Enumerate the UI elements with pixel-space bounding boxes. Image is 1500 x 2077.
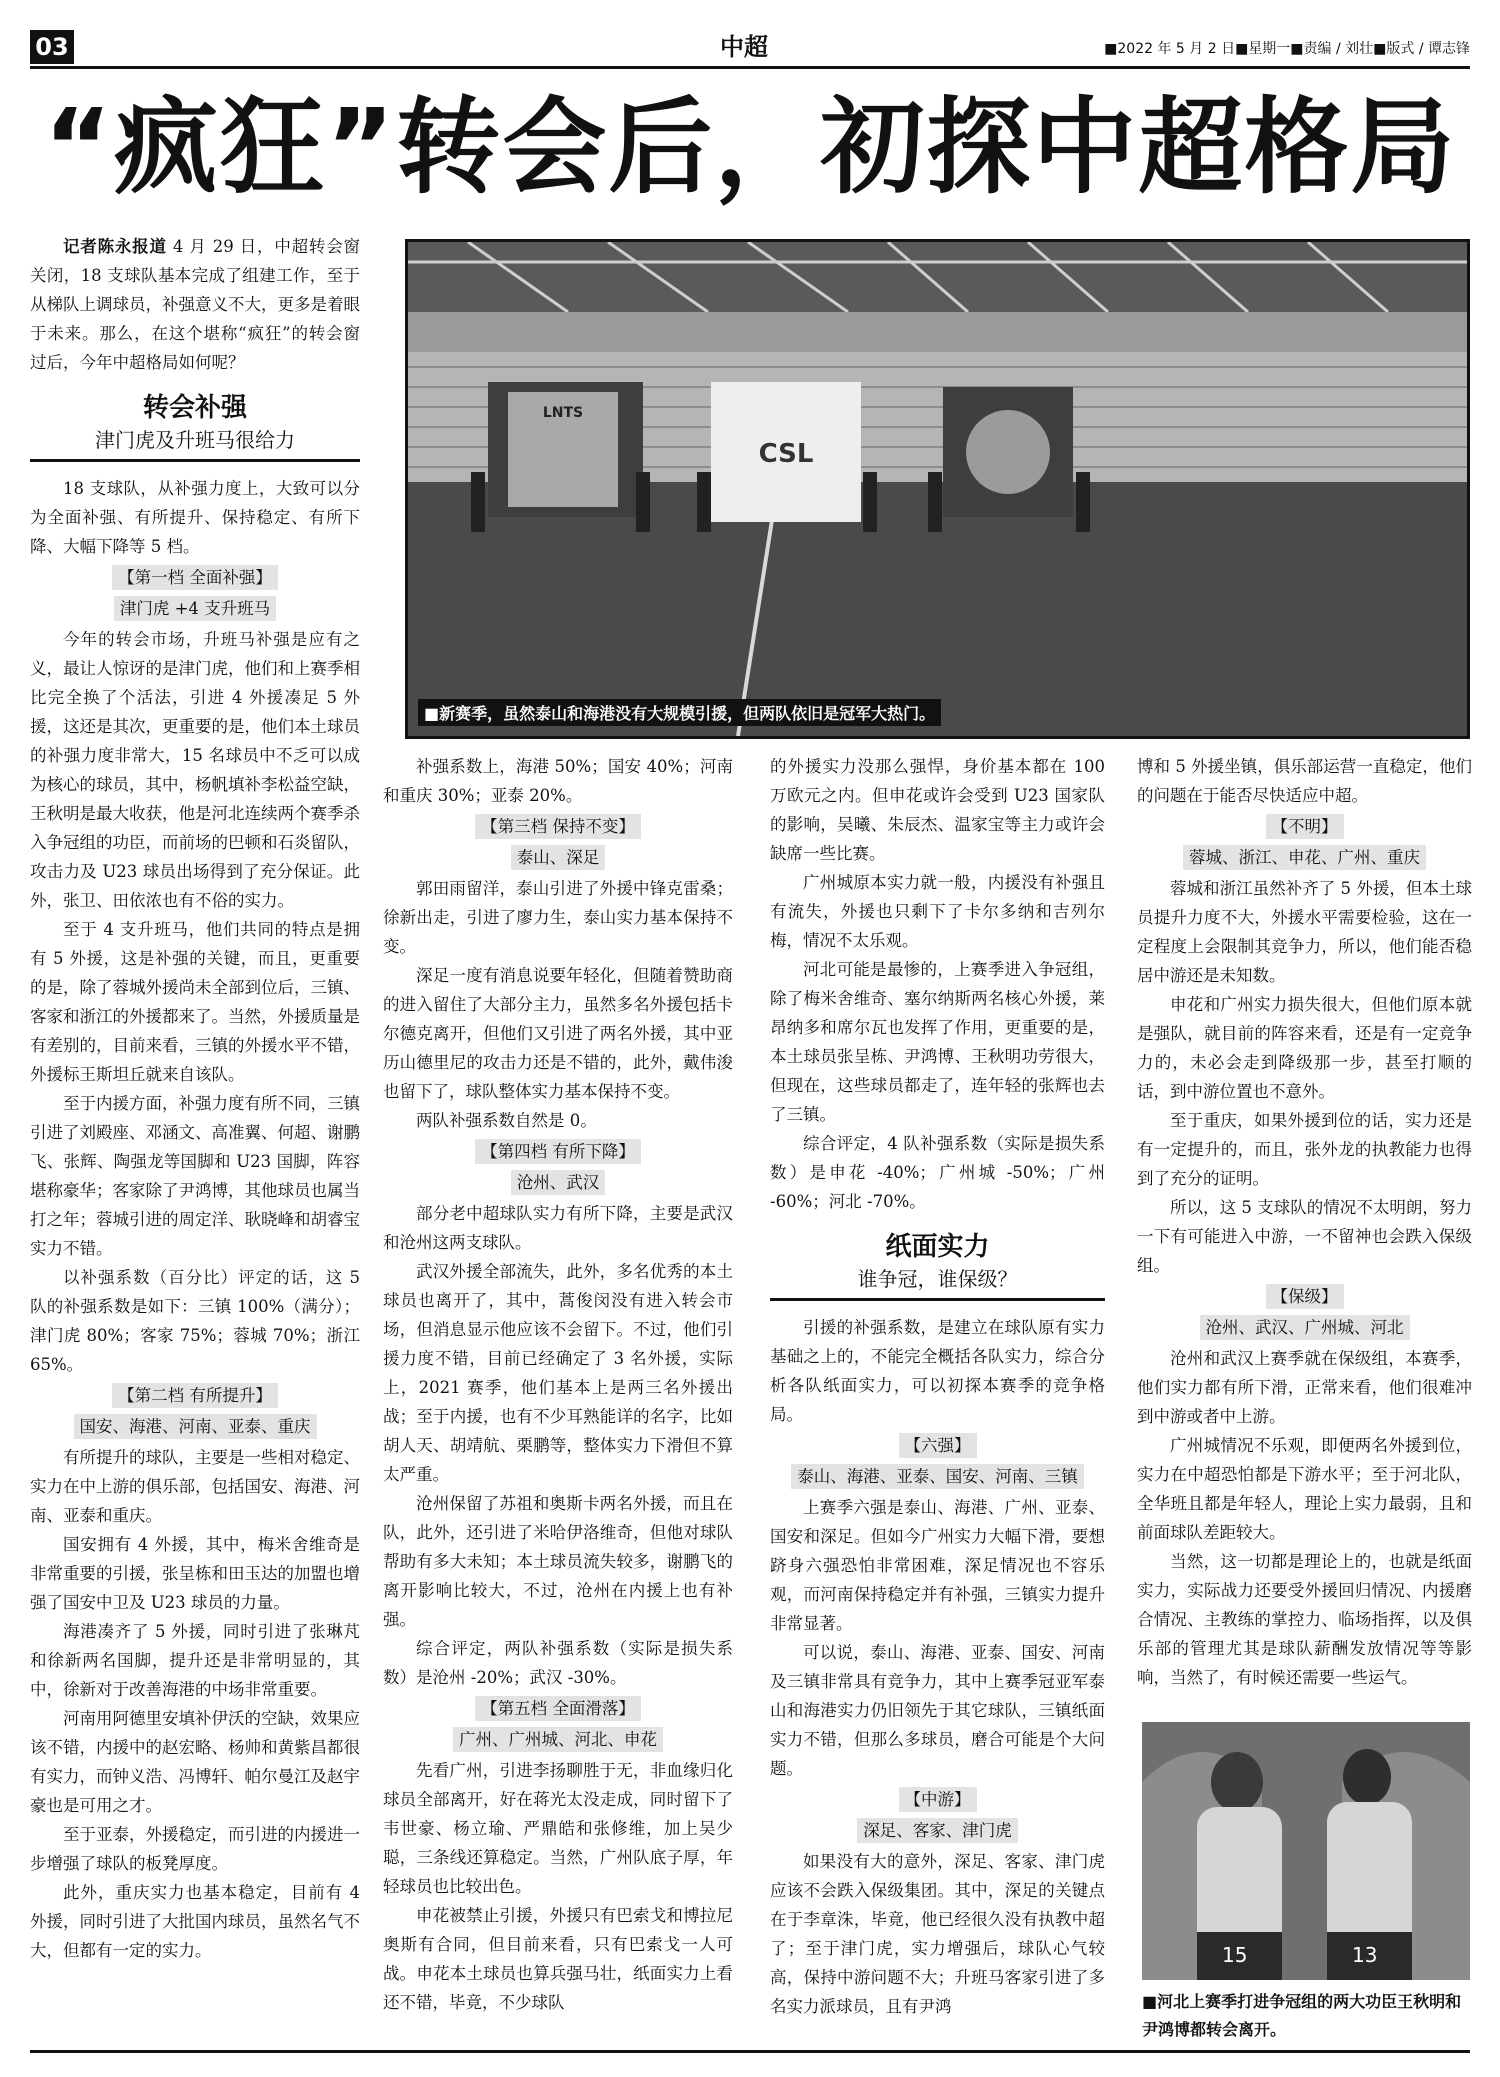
tier-teams: 津门虎 +4 支升班马 — [30, 594, 360, 623]
paragraph: 引援的补强系数，是建立在球队原有实力基础之上的，不能完全概括各队实力，综合分析各队纸面实力，可以初探本赛季的竞争格局。 — [770, 1318, 1105, 1424]
paragraph: 沧州保留了苏祖和奥斯卡两名外援，而且在队，此外，还引进了米哈伊洛维奇，但他对球队帮助有多大未知；本土球员流失较多，谢鹏飞的离开影响比较大，不过，沧州在内援上也有补强。 — [383, 1494, 733, 1629]
photo-caption: ■新赛季，虽然泰山和海港没有大规模引援，但两队依旧是冠军大热门。 — [418, 699, 941, 726]
section-subtitle: 津门虎及升班马很给力 — [30, 425, 360, 462]
paragraph: 国安拥有 4 外援，其中，梅米舍维奇是非常重要的引援，张呈栋和田玉达的加盟也增强了国安中卫及 U23 球员的力量。 — [30, 1535, 360, 1612]
paragraph: 至于重庆，如果外援到位的话，实力还是有一定提升的，而且，张外龙的执教能力也得到了充分的证明。 — [1137, 1111, 1472, 1188]
paragraph: 上赛季六强是泰山、海港、广州、亚泰、国安和深足。但如今广州实力大幅下滑，要想跻身六强恐怕非常困难，深足情况也不容乐观，而河南保持稳定并有补强，三镇实力提升非常显著。 — [770, 1498, 1105, 1633]
stadium-illustration — [408, 242, 1467, 736]
section-title: 纸面实力 — [885, 1232, 990, 1262]
stadium-photo — [405, 239, 1470, 739]
paragraph: 有所提升的球队，主要是一些相对稳定、实力在中上游的俱乐部，包括国安、海港、河南、亚泰和重庆。 — [30, 1448, 360, 1525]
paragraph: 当然，这一切都是理论上的，也就是纸面实力，实际战力还要受外援回归情况、内援磨合情况、主教练的掌控力、临场指挥，以及俱乐部的管理尤其是球队薪酬发放情况等等影响，当然了，有时候还需要一些运气。 — [1137, 1552, 1472, 1687]
column-4 — [1137, 752, 1472, 1692]
paragraph: 沧州和武汉上赛季就在保级组，本赛季，他们实力都有所下滑，正常来看，他们很难冲到中游或者中上游。 — [1137, 1349, 1472, 1426]
tier-tag: 【不明】 — [1137, 812, 1472, 841]
jersey-left: 15 — [1222, 1943, 1248, 1967]
paragraph: 可以说，泰山、海港、亚泰、国安、河南及三镇非常具有竞争力，其中上赛季冠亚军泰山和海港实力仍旧领先于其它球队，三镇纸面实力不错，但那么多球员，磨合可能是个大问题。 — [770, 1643, 1105, 1778]
jersey-right: 13 — [1352, 1943, 1378, 1967]
paragraph: 部分老中超球队实力有所下降，主要是武汉和沧州这两支球队。 — [383, 1204, 733, 1252]
paragraph: 如果没有大的意外，深足、客家、津门虎应该不会跌入保级集团。其中，深足的关键点在于李章洙，毕竟，他已经很久没有执教中超了；至于津门虎，实力增强后，球队心气较高，保持中游问题不大；升班马客家引进了多名实力派球员，且有尹鸿 — [770, 1852, 1105, 2016]
paragraph: 补强系数上，海港 50%；国安 40%；河南和重庆 30%；亚泰 20%。 — [383, 757, 733, 805]
paragraph: 综合评定，两队补强系数（实际是损失系数）是沧州 -20%；武汉 -30%。 — [383, 1639, 733, 1687]
tier-teams: 深足、客家、津门虎 — [770, 1816, 1105, 1845]
paragraph: 蓉城和浙江虽然补齐了 5 外援，但本土球员提升力度不大，外援水平需要检验，这在一定程度上会限制其竞争力，所以，他们能否稳居中游还是未知数。 — [1137, 879, 1472, 985]
paragraph: 今年的转会市场，升班马补强是应有之义，最让人惊讶的是津门虎，他们和上赛季相比完全换了个活法，引进 4 外援凑足 5 外援，这还是其次，更重要的是，他们本土球员的补强力度非常大，15 名球员中不乏可以成为核心的球员，其中，杨帆填补李松益空缺，王秋明是最大收获，他是河北连续两个赛季杀入争冠组的功臣，而前场的巴顿和石炎留队，攻击力及 U23 球员出场得到了充分保证。此外，张卫、田依浓也有不俗的实力。 — [30, 630, 360, 910]
players-photo-caption: ■河北上赛季打进争冠组的两大功臣王秋明和尹鸿博都转会离开。 — [1142, 1992, 1462, 2039]
paragraph: 以补强系数（百分比）评定的话，这 5 队的补强系数是如下：三镇 100%（满分）；津门虎 80%；客家 75%；蓉城 70%；浙江 65%。 — [30, 1268, 360, 1374]
tier-teams: 泰山、深足 — [383, 843, 733, 872]
tier-teams: 沧州、武汉、广州城、河北 — [1137, 1313, 1472, 1342]
paragraph: 广州城情况不乐观，即便两名外援到位，实力在中超恐怕都是下游水平；至于河北队，全华班且都是年轻人，理论上实力最弱，且和前面球队差距较大。 — [1137, 1436, 1472, 1542]
paragraph: 申花被禁止引援，外援只有巴索戈和博拉尼奥斯有合同，但目前来看，只有巴索戈一人可战。申花本土球员也算兵强马壮，纸面实力上看还不错，毕竟，不少球队 — [383, 1906, 733, 2012]
players-illustration — [1142, 1722, 1470, 1980]
headline: “疯狂”转会后，初探中超格局 — [43, 86, 1457, 208]
paragraph: 河北可能是最惨的，上赛季进入争冠组，除了梅米舍维奇、塞尔纳斯两名核心外援，莱昂纳多和席尔瓦也发挥了作用，更重要的是，本土球员张呈栋、尹鸿博、王秋明功劳很大，但现在，这些球员都走了，连年轻的张辉也去了三镇。 — [770, 960, 1105, 1124]
tier-tag: 【第一档 全面补强】 — [30, 563, 360, 592]
paragraph: 此外，重庆实力也基本稳定，目前有 4 外援，同时引进了大批国内球员，虽然名气不大，但都有一定的实力。 — [30, 1883, 360, 1960]
paragraph: 所以，这 5 支球队的情况不太明朗，努力一下有可能进入中游，一不留神也会跌入保级组。 — [1137, 1198, 1472, 1275]
paragraph: 先看广州，引进李扬聊胜于无，非血缘归化球员全部离开，好在蒋光太没走成，同时留下了韦世豪、杨立瑜、严鼎皓和张修维，加上吴少聪，三条线还算稳定。当然，广州队底子厚，年轻球员也比较出色。 — [383, 1761, 733, 1896]
paragraph: 至于 4 支升班马，他们共同的特点是拥有 5 外援，这是补强的关键，而且，更重要的是，除了蓉城外援尚未全部到位后，三镇、客家和浙江的外援都来了。当然，外援质量是有差别的，目前来看，三镇的外援水平不错，外援标王斯坦丘就来自该队。 — [30, 920, 360, 1084]
tier-tag: 【保级】 — [1137, 1282, 1472, 1311]
paragraph: 申花和广州实力损失很大，但他们原本就是强队，就目前的阵容来看，还是有一定竞争力的，未必会走到降级那一步，甚至打顺的话，到中游位置也不意外。 — [1137, 995, 1472, 1101]
paragraph: 至于亚泰，外援稳定，而引进的内援进一步增强了球队的板凳厚度。 — [30, 1825, 360, 1873]
flag-center-text: CSL — [758, 439, 814, 469]
tier-tag: 【六强】 — [770, 1431, 1105, 1460]
section-name: 中超 — [720, 33, 768, 61]
paragraph: 广州城原本实力就一般，内援没有补强且有流失，外援也只剩下了卡尔多纳和吉列尔梅，情况不太乐观。 — [770, 873, 1105, 950]
tier-tag: 【第二档 有所提升】 — [30, 1381, 360, 1410]
tier-teams: 蓉城、浙江、申花、广州、重庆 — [1137, 843, 1472, 872]
column-1 — [30, 232, 360, 1965]
tier-tag: 【第三档 保持不变】 — [383, 812, 733, 841]
intro-paragraph: 记者陈永报道 4 月 29 日，中超转会窗关闭，18 支球队基本完成了组建工作，至于从梯队上调球员，补强意义不大，更多是着眼于未来。那么，在这个堪称“疯狂”的转会窗过后，今年中超格局如何呢？ — [30, 237, 360, 372]
tier-teams: 泰山、海港、亚泰、国安、河南、三镇 — [770, 1462, 1105, 1491]
page-header — [30, 30, 1470, 64]
byline: 记者陈永报道 — [63, 237, 167, 256]
tier-teams: 广州、广州城、河北、申花 — [383, 1725, 733, 1754]
players-photo — [1142, 1722, 1470, 1980]
tier-tag: 【中游】 — [770, 1785, 1105, 1814]
footer-rule — [30, 2050, 1470, 2053]
flag-left-text: LNTS — [542, 405, 584, 421]
paragraph: 武汉外援全部流失，此外，多名优秀的本土球员也离开了，其中，蒿俊闵没有进入转会市场，但消息显示他应该不会留下。不过，他们引援力度不错，目前已经确定了 3 名外援，实际上，2021 赛季，他们基本上是两三名外援出战；至于内援，也有不少耳熟能详的名字，比如胡人天、胡靖航、栗鹏等，整体实力下滑但不算太严重。 — [383, 1262, 733, 1484]
tier-teams: 国安、海港、河南、亚泰、重庆 — [30, 1412, 360, 1441]
paragraph: 海港凑齐了 5 外援，同时引进了张琳芃和徐新两名国脚，提升还是非常明显的，其中，徐新对于改善海港的中场非常重要。 — [30, 1622, 360, 1699]
paragraph: 深足一度有消息说要年轻化，但随着赞助商的进入留住了大部分主力，虽然多名外援包括卡尔德克离开，但他们又引进了两名外援，其中亚历山德里尼的攻击力还是不错的，此外，戴伟浚也留下了，球队整体实力基本保持不变。 — [383, 966, 733, 1101]
column-3 — [770, 752, 1105, 2021]
paragraph: 综合评定，4 队补强系数（实际是损失系数）是申花 -40%；广州城 -50%；广州 -60%；河北 -70%。 — [770, 1134, 1105, 1211]
header-rule — [30, 66, 1470, 69]
section-subtitle: 谁争冠，谁保级？ — [770, 1264, 1105, 1301]
page-number: 03 — [30, 30, 74, 64]
tier-teams: 沧州、武汉 — [383, 1168, 733, 1197]
paragraph: 两队补强系数自然是 0。 — [416, 1111, 597, 1130]
column-2 — [383, 752, 733, 2017]
date-line: ■2022 年 5 月 2 日■星期一■责编 / 刘壮■版式 / 谭志锋 — [1104, 41, 1470, 57]
paragraph: 至于内援方面，补强力度有所不同，三镇引进了刘殿座、邓涵文、高准翼、何超、谢鹏飞、张辉、陶强龙等国脚和 U23 国脚，阵容堪称豪华；客家除了尹鸿博，其他球员也属当打之年；蓉城引进的周定洋、耿晓峰和胡睿宝实力不错。 — [30, 1094, 360, 1258]
paragraph: 博和 5 外援坐镇，俱乐部运营一直稳定，他们的问题在于能否尽快适应中超。 — [1137, 757, 1472, 805]
paragraph: 的外援实力没那么强悍，身价基本都在 100 万欧元之内。但申花或许会受到 U23 国家队的影响，吴曦、朱辰杰、温家宝等主力或许会缺席一些比赛。 — [770, 757, 1105, 863]
paragraph: 河南用阿德里安填补伊沃的空缺，效果应该不错，内援中的赵宏略、杨帅和黄紫昌都很有实力，而钟义浩、冯博轩、帕尔曼江及赵宇豪也是可用之才。 — [30, 1709, 360, 1815]
paragraph: 郭田雨留洋，泰山引进了外援中锋克雷桑；徐新出走，引进了廖力生，泰山实力基本保持不变。 — [383, 879, 733, 956]
tier-tag: 【第四档 有所下降】 — [383, 1137, 733, 1166]
section-title: 转会补强 — [142, 393, 247, 423]
paragraph: 18 支球队，从补强力度上，大致可以分为全面补强、有所提升、保持稳定、有所下降、大幅下降等 5 档。 — [30, 479, 360, 556]
tier-tag: 【第五档 全面滑落】 — [383, 1694, 733, 1723]
